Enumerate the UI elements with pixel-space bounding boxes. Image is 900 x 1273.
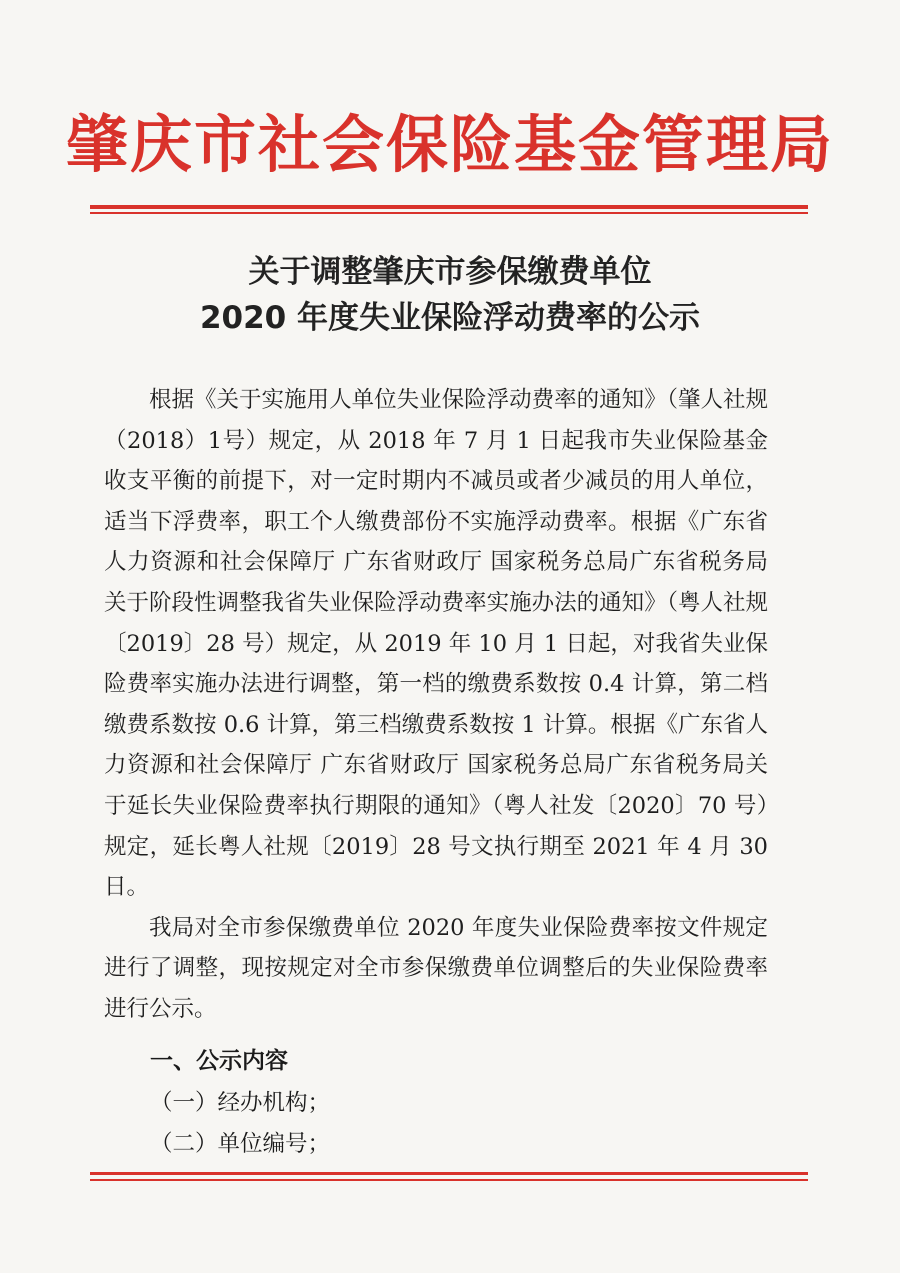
notice-body — [104, 380, 768, 1030]
footer-rule-thin — [90, 1179, 808, 1181]
header-rule-thin — [90, 212, 808, 214]
organization-header: 肇庆市社会保险基金管理局 — [65, 108, 834, 181]
section-heading: 一、公示内容 — [150, 1048, 288, 1074]
body-paragraph-2: 我局对全市参保缴费单位 2020 年度失业保险费率按文件规定进行了调整，现按规定对全市参保缴费单位调整后的失业保险费率进行公示。 — [104, 914, 768, 1022]
body-paragraph-1: 根据《关于实施用人单位失业保险浮动费率的通知》（肇人社规（2018）1号）规定，从 2018 年 7 月 1 日起我市失业保险基金收支平衡的前提下，对一定时期内不减员或者少减员的用人单位，适当下浮费率，职工个人缴费部份不实施浮动费率。根据《广东省人力资源和社会保障厅 广东省财政厅 国家税务总局广东省税务局关于阶段性调整我省失业保险浮动费率实施办法的通知》（粤人社规〔2019〕28 号）规定，从 2019 年 10 月 1 日起，对我省失业保险费率实施办法进行调整，第一档的缴费系数按 0.4 计算，第二档缴费系数按 0.6 计算，第三档缴费系数按 1 计算。根据《广东省人力资源和社会保障厅 广东省财政厅 国家税务总局广东省税务局关于延长失业保险费率执行期限的通知》（粤人社发〔2020〕70 号）规定，延长粤人社规〔2019〕28 号文执行期至 2021 年 4 月 30 日。 — [104, 387, 768, 901]
notice-title-line2: 2020 年度失业保险浮动费率的公示 — [199, 300, 701, 336]
footer-rule-thick — [90, 1172, 808, 1175]
header-rule-thick — [90, 205, 808, 209]
notice-title-line1: 关于调整肇庆市参保缴费单位 — [248, 254, 652, 290]
list-item: （一）经办机构； — [150, 1090, 331, 1116]
list-item: （二）单位编号； — [150, 1131, 331, 1157]
